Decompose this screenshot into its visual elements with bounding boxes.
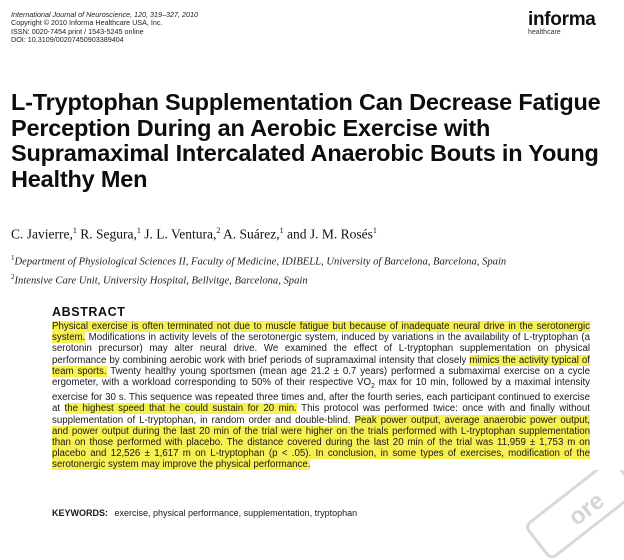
- keywords-label: KEYWORDS:: [52, 508, 108, 518]
- abstract-text: This protocol was performed twice: once with and finally without supplementation of L-tryptophan, in random order and double-blind.: [52, 403, 590, 426]
- author-affiliation-marker: 1: [279, 226, 284, 235]
- author: A. Suárez,: [223, 226, 280, 242]
- publisher-name: informa: [528, 9, 596, 30]
- doi-line: DOI: 10.3109/00207450903389404: [11, 35, 124, 45]
- author-affiliation-marker: 1: [136, 226, 141, 235]
- publisher-logo: [528, 10, 608, 37]
- author: and J. M. Rosés: [286, 226, 373, 242]
- abstract-heading: ABSTRACT: [52, 305, 126, 319]
- author: R. Segura,: [80, 226, 137, 242]
- affiliation-text: Intensive Care Unit, University Hospital, Bellvitge, Barcelona, Spain: [14, 275, 308, 287]
- publisher-subtitle: healthcare: [528, 29, 561, 36]
- author: J. L. Ventura,: [144, 226, 217, 242]
- watermark-text: ore: [563, 487, 610, 532]
- keywords-line: [52, 508, 592, 518]
- author-list: [11, 226, 377, 243]
- paper-title: L-Tryptophan Supplementation Can Decrease Fatigue Perception During an Aerobic Exercise with Supramaximal Intercalated Anaerobic Bouts in Young Healthy Men: [11, 89, 601, 192]
- affiliation-text: Department of Physiological Sciences II, Faculty of Medicine, IDIBELL, University of Barcelona, Barcelona, Spain: [14, 256, 507, 268]
- abstract-text: Twenty healthy young sportsmen (mean age 21.2 ± 0.7 years) performed a submaximal exercise on a cycle ergometer, with a workload corresponding to 50% of their respective VO: [52, 365, 590, 389]
- copyright-line: Copyright © 2010 Informa Healthcare USA, Inc.: [11, 18, 163, 28]
- author-affiliation-marker: 1: [372, 226, 377, 235]
- affiliations: [11, 251, 611, 288]
- keywords-text: exercise, physical performance, supplementation, tryptophan: [114, 508, 358, 518]
- abstract-text: 2: [371, 382, 375, 390]
- affiliation-1: [11, 251, 611, 270]
- abstract-highlight: the highest speed that he could sustain for 20 min.: [64, 403, 297, 415]
- affiliation-marker: 2: [11, 272, 15, 281]
- affiliation-marker: 1: [11, 254, 15, 262]
- abstract-highlight: Physical exercise is often terminated not due to muscle fatigue but because of inadequate neural drive in the serotonergic system.: [52, 321, 590, 344]
- abstract-highlight: mimics the activity typical of team sports.: [52, 354, 590, 377]
- author: C. Javierre,: [11, 226, 73, 242]
- author-affiliation-marker: 2: [216, 226, 221, 235]
- abstract-text: max for 10 min, followed by a maximal intensity exercise for 30 s. This sequence was repeated three times and, after the fourth series, each participant continued to exercise at: [52, 377, 591, 415]
- journal-citation: International Journal of Neuroscience, 120, 319–327, 2010: [11, 10, 199, 19]
- author-affiliation-marker: 1: [72, 226, 77, 235]
- abstract-highlight: Peak power output, average anaerobic power output, and power output during the last 20 min of the trial were higher on the trials performed with L-tryptophan supplementation than on those performed with placebo. The distance covered during the last 20 min of the trial was 11,959 ± 1,753 m on placebo and 12,526 ± 1,617 m on L-tryptophan (p < .05). In conclusion, in some types of exercises, modification of the serotonergic system may improve the physical performance.: [52, 414, 590, 471]
- affiliation-2: [11, 270, 611, 289]
- journal-meta: [11, 11, 198, 45]
- abstract-body: [52, 321, 590, 471]
- abstract-text: Modifications in activity levels of the serotonergic system, induced by variations in the availability of L-tryptophan (a serotonin precursor) may alter neural drive. We examined the effect of L-tryptophan supplementation on physical performance by combining aerobic work with brief periods of supramaximal intensity that closely: [52, 332, 590, 366]
- issn-line: ISSN: 0020-7454 print / 1543-5245 online: [11, 26, 144, 36]
